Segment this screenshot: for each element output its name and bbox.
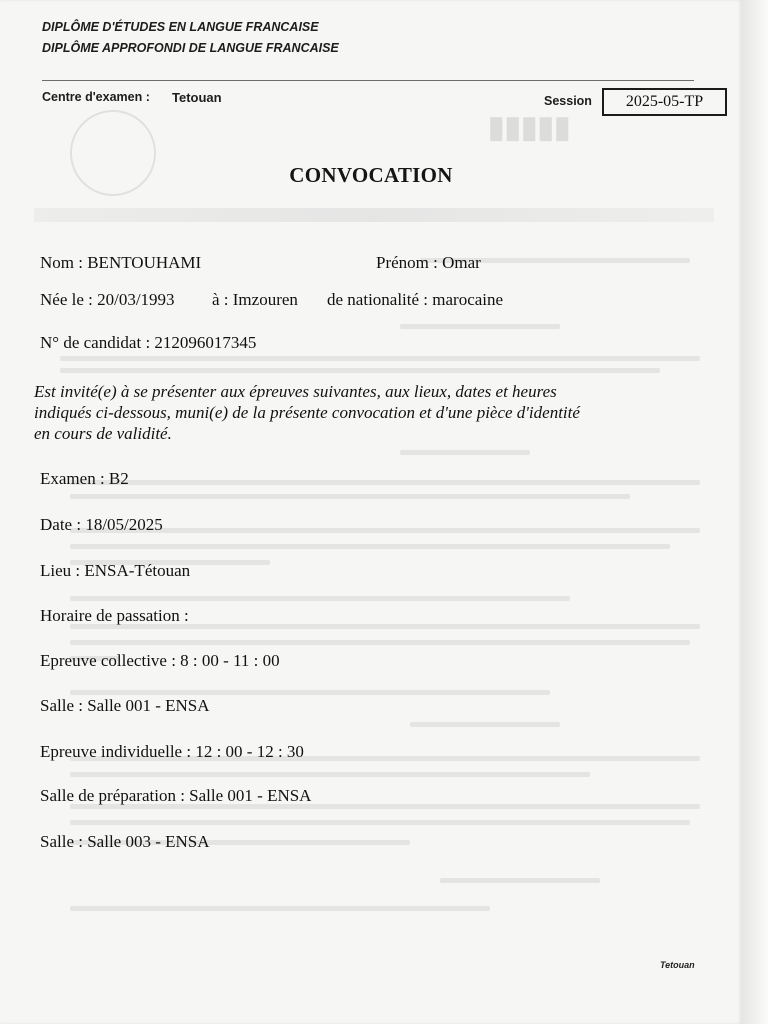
candidate-birth-date: Née le : 20/03/1993 bbox=[40, 290, 175, 309]
diploma-line-delf: DIPLÔME D'ÉTUDES EN LANGUE FRANCAISE bbox=[42, 20, 319, 34]
header-divider bbox=[42, 80, 694, 81]
exam-individual-room: Salle : Salle 003 - ENSA bbox=[40, 832, 210, 851]
bleed-through-line bbox=[70, 596, 570, 601]
session-label: Session bbox=[544, 94, 592, 108]
bleed-through-line bbox=[70, 690, 550, 695]
bleed-through-line bbox=[70, 528, 700, 533]
session-value-box: 2025-05-TP bbox=[602, 88, 727, 116]
exam-individual-time: Epreuve individuelle : 12 : 00 - 12 : 30 bbox=[40, 742, 304, 761]
bleed-through-institute-mark: ▮▮▮▮▮ bbox=[488, 111, 571, 144]
bleed-through-line bbox=[70, 820, 690, 825]
exam-date: Date : 18/05/2025 bbox=[40, 515, 163, 534]
candidate-nationality: de nationalité : marocaine bbox=[327, 290, 504, 309]
page-title: CONVOCATION bbox=[289, 163, 453, 187]
centre-label: Centre d'examen : bbox=[42, 90, 150, 104]
bleed-through-line bbox=[70, 480, 700, 485]
instruction-line: Est invité(e) à se présenter aux épreuves suivantes, aux lieux, dates et heures bbox=[34, 382, 557, 401]
instruction-line: en cours de validité. bbox=[34, 424, 172, 443]
bleed-through-line bbox=[70, 772, 590, 777]
bleed-through-line bbox=[400, 450, 530, 455]
bleed-through-line bbox=[70, 640, 690, 645]
footer-city: Tetouan bbox=[660, 960, 695, 970]
bleed-through-line bbox=[400, 324, 560, 329]
candidate-nom: Nom : BENTOUHAMI bbox=[40, 253, 202, 272]
bleed-through-line bbox=[70, 494, 630, 499]
candidate-number: N° de candidat : 212096017345 bbox=[40, 333, 257, 352]
bleed-through-line bbox=[70, 544, 670, 549]
bleed-through-line bbox=[440, 878, 600, 883]
bleed-through-line bbox=[70, 906, 490, 911]
bleed-through-band bbox=[34, 208, 714, 222]
centre-value: Tetouan bbox=[172, 90, 222, 105]
exam-location: Lieu : ENSA-Tétouan bbox=[40, 561, 191, 580]
exam-collective-room: Salle : Salle 001 - ENSA bbox=[40, 696, 210, 715]
candidate-birth-place: à : Imzouren bbox=[212, 290, 298, 309]
candidate-prenom: Prénom : Omar bbox=[376, 253, 481, 272]
exam-level: Examen : B2 bbox=[40, 469, 129, 488]
convocation-instructions bbox=[34, 381, 694, 444]
bleed-through-line bbox=[410, 722, 560, 727]
exam-preparation-room: Salle de préparation : Salle 001 - ENSA bbox=[40, 786, 312, 805]
diploma-line-dalf: DIPLÔME APPROFONDI DE LANGUE FRANCAISE bbox=[42, 41, 339, 55]
bleed-through-line bbox=[60, 356, 700, 361]
bleed-through-line bbox=[60, 368, 660, 373]
scan-edge bbox=[742, 0, 768, 1024]
exam-schedule-heading: Horaire de passation : bbox=[40, 606, 189, 625]
instruction-line: indiqués ci-dessous, muni(e) de la présente convocation et d'une pièce d'identité bbox=[34, 403, 580, 422]
exam-collective-time: Epreuve collective : 8 : 00 - 11 : 00 bbox=[40, 651, 280, 670]
